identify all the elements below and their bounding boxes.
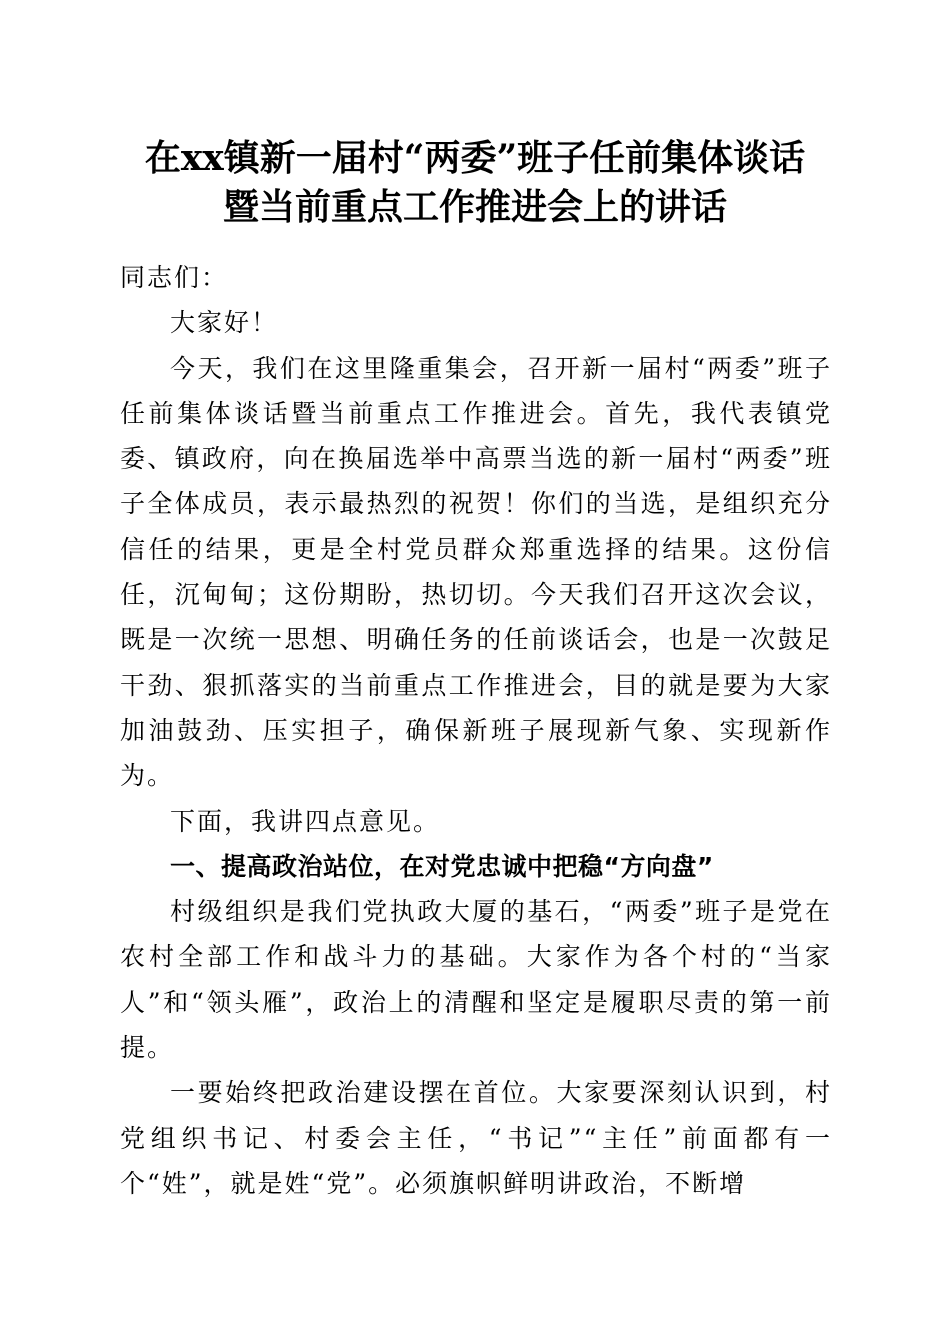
document-title-line-2: 暨当前重点工作推进会上的讲话 — [222, 186, 727, 228]
salutation: 同志们： — [120, 263, 229, 292]
paragraph-section-1-intro: 村级组织是我们党执政大厦的基石，“两委”班子是党在农村全部工作和战斗力的基础。大家作为各个村的“当家人”和“领头雁”，政治上的清醒和坚定是履职尽责的第一前提。 — [120, 897, 832, 1063]
document-title-line-1: 在xx镇新一届村“两委”班子任前集体谈话 — [144, 137, 806, 179]
greeting: 大家好！ — [170, 308, 279, 338]
paragraph-opening: 今天，我们在这里隆重集会，召开新一届村“两委”班子任前集体谈话暨当前重点工作推进会。首先，我代表镇党委、镇政府，向在换届选举中高票当选的新一届村“两委”班子全体成员，表示最热烈的祝贺！你们的当选，是组织充分信任的结果，更是全村党员群众郑重选择的结果。这份信任，沉甸甸；这份期盼，热切切。今天我们召开这次会议，既是一次统一思想、明确任务的任前谈话会，也是一次鼓足干劲、狠抓落实的当前重点工作推进会，目的就是要为大家加油鼓劲、压实担子，确保新班子展现新气象、实现新作为。 — [120, 353, 832, 791]
paragraph-outline: 下面，我讲四点意见。 — [170, 806, 441, 836]
document-body — [120, 255, 832, 1206]
section-heading-1: 一、提高政治站位，在对党忠诚中把稳“方向盘” — [170, 851, 714, 881]
paragraph-section-1-point-1: 一要始终把政治建设摆在首位。大家要深刻认识到，村党组织书记、村委会主任，“书记”“主任”前面都有一个“姓”，就是姓“党”。必须旗帜鲜明讲政治，不断增 — [120, 1078, 832, 1198]
